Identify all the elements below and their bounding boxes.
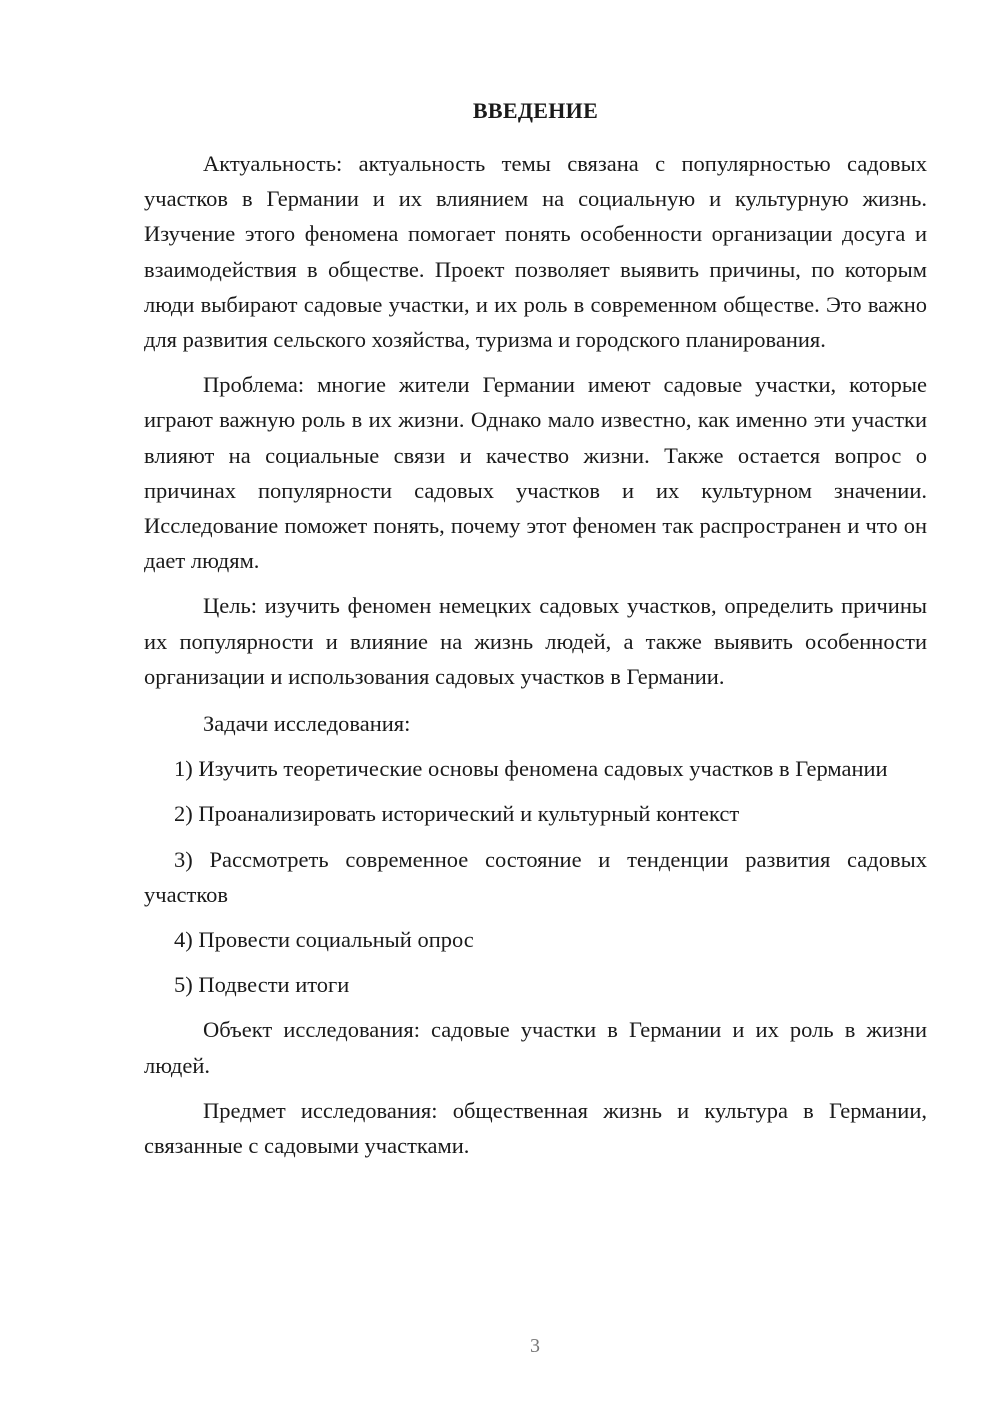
- goal-paragraph: Цель: изучить феномен немецких садовых участков, определить причины их популярности и влияние на жизнь людей, а также выявить особенности организации и использования садовых участков в Германии.: [144, 593, 927, 689]
- relevance-paragraph: Актуальность: актуальность темы связана с популярностью садовых участков в Германии и их влиянием на социальную и культурную жизнь. Изучение этого феномена помогает понять особенности организации досуга и взаимодействия в обществе. Проект позволяет выявить причины, по которым люди выбирают садовые участки, и их роль в современном обществе. Это важно для развития сельского хозяйства, туризма и городского планирования.: [144, 151, 927, 353]
- problem-paragraph: Проблема: многие жители Германии имеют садовые участки, которые играют важную роль в их жизни. Однако мало известно, как именно эти участки влияют на социальные связи и качество жизни. Также остается вопрос о причинах популярности садовых участков и их культурном значении. Исследование поможет понять, почему этот феномен так распространен и что он дает людям.: [144, 372, 927, 574]
- page-body: [144, 92, 927, 1163]
- object-paragraph: Объект исследования: садовые участки в Германии и их роль в жизни людей.: [144, 1017, 927, 1078]
- task-item: 5) Подвести итоги: [174, 972, 350, 998]
- tasks-list: [144, 751, 927, 1002]
- tasks-heading: Задачи исследования:: [203, 711, 411, 737]
- subject-paragraph: Предмет исследования: общественная жизнь и культура в Германии, связанные с садовыми участками.: [144, 1097, 927, 1159]
- task-item: 3) Рассмотреть современное состояние и тенденции развития садовых участков: [144, 846, 927, 907]
- section-title: ВВЕДЕНИЕ: [472, 98, 599, 123]
- task-item: 1) Изучить теоретические основы феномена садовых участков в Германии: [174, 756, 888, 782]
- page-number: 3: [530, 1335, 540, 1357]
- task-item: 2) Проанализировать исторический и культурный контекст: [174, 801, 740, 827]
- task-item: 4) Провести социальный опрос: [174, 927, 474, 953]
